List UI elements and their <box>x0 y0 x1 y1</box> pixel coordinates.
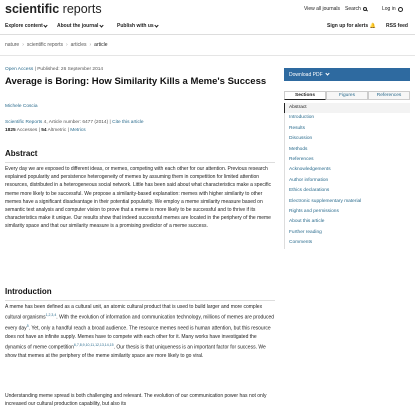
sidebar-tabs <box>284 91 410 100</box>
section-divider <box>5 162 275 163</box>
breadcrumb-separator: › <box>22 42 24 48</box>
login-button[interactable] <box>382 6 403 12</box>
article-title: Average is Boring: How Similarity Kills a Meme's Success <box>5 76 267 87</box>
chevron-down-icon <box>99 23 103 27</box>
bell-icon: 🔔 <box>369 23 376 29</box>
brand-bold: scientific <box>5 2 60 16</box>
toc-item-references[interactable]: References <box>284 155 410 165</box>
journal-logo[interactable] <box>5 2 102 16</box>
brand-regular: reports <box>59 2 102 16</box>
section-divider <box>5 300 275 301</box>
search-icon <box>363 7 367 11</box>
search-label: Search <box>345 6 361 12</box>
reference-link[interactable]: 5 <box>26 324 29 329</box>
breadcrumb-divider <box>0 55 415 56</box>
sign-up-alerts-button[interactable] <box>327 23 376 29</box>
search-button[interactable] <box>345 6 367 12</box>
abstract-text: Every day we are exposed to different ideas, or memes, competing with each other for our attention. Previous research explained popularity and persistence heterogeneity of memes by assuming them in competition for limited attention resources, distributed in a heterogeneous social network. Little has been said about what characteristics make a specific meme more likely to be successful. We propose a similarity-based explanation: memes with higher similarity to other memes have a significant disadvantage in their potential popularity. We employ a meme similarity measure based on semantic text analysis and computer vision to prove that a meme is more likely to be successful and to thrive if its characteristics make it unique. Our results show that indeed successful memes are located in the periphery of the meme similarity space and that our similarity measure is a promising predictor of a meme success. <box>5 166 271 230</box>
login-label: Log in <box>382 6 396 12</box>
toc-item-further-reading[interactable]: Further reading <box>284 228 410 238</box>
toc-item-abstract[interactable]: Abstract <box>284 103 410 113</box>
breadcrumb-article: article <box>94 42 108 48</box>
accesses-label: Accesses <box>16 128 38 133</box>
toc-item-introduction[interactable]: Introduction <box>284 113 410 123</box>
toc-item-supplementary-material[interactable]: Electronic supplementary material <box>284 197 410 207</box>
toc-item-discussion[interactable]: Discussion <box>284 134 410 144</box>
tab-references[interactable]: References <box>368 91 410 100</box>
tab-figures[interactable]: Figures <box>326 91 368 100</box>
explore-content-label: Explore content <box>5 23 43 29</box>
publish-with-us-label: Publish with us <box>117 23 154 29</box>
accesses-count: 1825 <box>5 128 16 133</box>
open-access-badge: Open Access <box>5 67 34 72</box>
toc-item-methods[interactable]: Methods <box>284 145 410 155</box>
metrics-separator: | <box>67 128 69 133</box>
meta-separator: | <box>109 120 111 125</box>
download-pdf-label: Download PDF <box>289 71 323 78</box>
article-metrics <box>5 128 86 133</box>
rss-feed-link[interactable] <box>386 23 408 29</box>
author-link[interactable]: Michele Coscia <box>5 104 38 109</box>
view-all-journals-link[interactable] <box>304 6 340 12</box>
header-divider <box>0 34 415 35</box>
sign-up-alerts-label: Sign up for alerts <box>327 23 369 29</box>
reference-link[interactable]: 1,2,3,4 <box>45 313 57 318</box>
chevron-down-icon <box>155 23 159 27</box>
about-journal-label: About the journal <box>57 23 99 29</box>
meta-separator: | <box>34 67 36 72</box>
main-nav <box>0 21 415 33</box>
breadcrumb-articles[interactable]: articles <box>70 42 87 48</box>
altmetric-count: 54 <box>41 128 47 133</box>
journal-info <box>5 120 144 125</box>
published-date: Published: 26 September 2014 <box>37 67 104 72</box>
reference-link[interactable]: 6,7,8,9,10,11,12,13,14,15 <box>73 343 114 348</box>
cite-article-link[interactable]: Cite this article <box>112 120 144 125</box>
download-pdf-button[interactable] <box>284 68 410 81</box>
article-meta <box>5 67 103 72</box>
abstract-heading: Abstract <box>5 149 38 158</box>
toc-item-ethics-declarations[interactable]: Ethics declarations <box>284 186 410 196</box>
view-all-journals-label: View all journals <box>304 6 341 12</box>
download-icon <box>325 72 329 76</box>
breadcrumb-scientific-reports[interactable]: scientific reports <box>26 42 63 48</box>
toc-item-author-information[interactable]: Author information <box>284 176 410 186</box>
table-of-contents <box>284 103 410 249</box>
user-icon <box>398 7 403 12</box>
journal-link[interactable]: Scientific Reports <box>5 120 43 125</box>
toc-item-rights-permissions[interactable]: Rights and permissions <box>284 207 410 217</box>
metrics-link[interactable]: Metrics <box>70 128 86 133</box>
tab-sections[interactable]: Sections <box>284 91 326 100</box>
altmetric-label: Altmetric <box>47 128 67 133</box>
introduction-paragraph: A meme has been defined as a cultural unit, an atomic cultural product that is used to build larger and more complex cultural organisms$^{1,2,3,4}$. With the evolution of information and communication technology, millions of memes are produced every day$^5$. Yet, only a handful reach a broad audience. The resource memes need is human attention, but this resource does not have an infinite supply. Memes have to compete with each other for it. Many works have investigated the dynamics of meme competition$^{6,7,8,9,10,11,12,13,14,15}$. Our thesis is that uniqueness is an important factor for success. We show that memes at the periphery of the meme similarity space are more likely to go viral. <box>5 304 275 359</box>
publish-with-us-menu[interactable] <box>117 23 158 29</box>
toc-item-about-article[interactable]: About this article <box>284 217 410 227</box>
volume-info: 4, Article number: 6477 (2014) <box>43 120 109 125</box>
breadcrumb-nature[interactable]: nature <box>5 42 20 48</box>
explore-content-menu[interactable] <box>5 23 47 29</box>
toc-item-comments[interactable]: Comments <box>284 238 410 248</box>
rss-feed-label: RSS feed <box>386 23 408 29</box>
metrics-separator: | <box>38 128 40 133</box>
introduction-paragraph-2: Understanding meme spread is both challenging and relevant. The evolution of our communication power has not only increased our cultural production capability, but also its <box>5 393 267 408</box>
about-journal-menu[interactable] <box>57 23 103 29</box>
chevron-down-icon <box>44 23 48 27</box>
introduction-heading: Introduction <box>5 287 52 296</box>
toc-item-results[interactable]: Results <box>284 124 410 134</box>
breadcrumb-separator: › <box>89 42 92 48</box>
toc-item-acknowledgements[interactable]: Acknowledgements <box>284 165 410 175</box>
breadcrumb-separator: › <box>65 42 68 48</box>
breadcrumb <box>5 42 108 48</box>
